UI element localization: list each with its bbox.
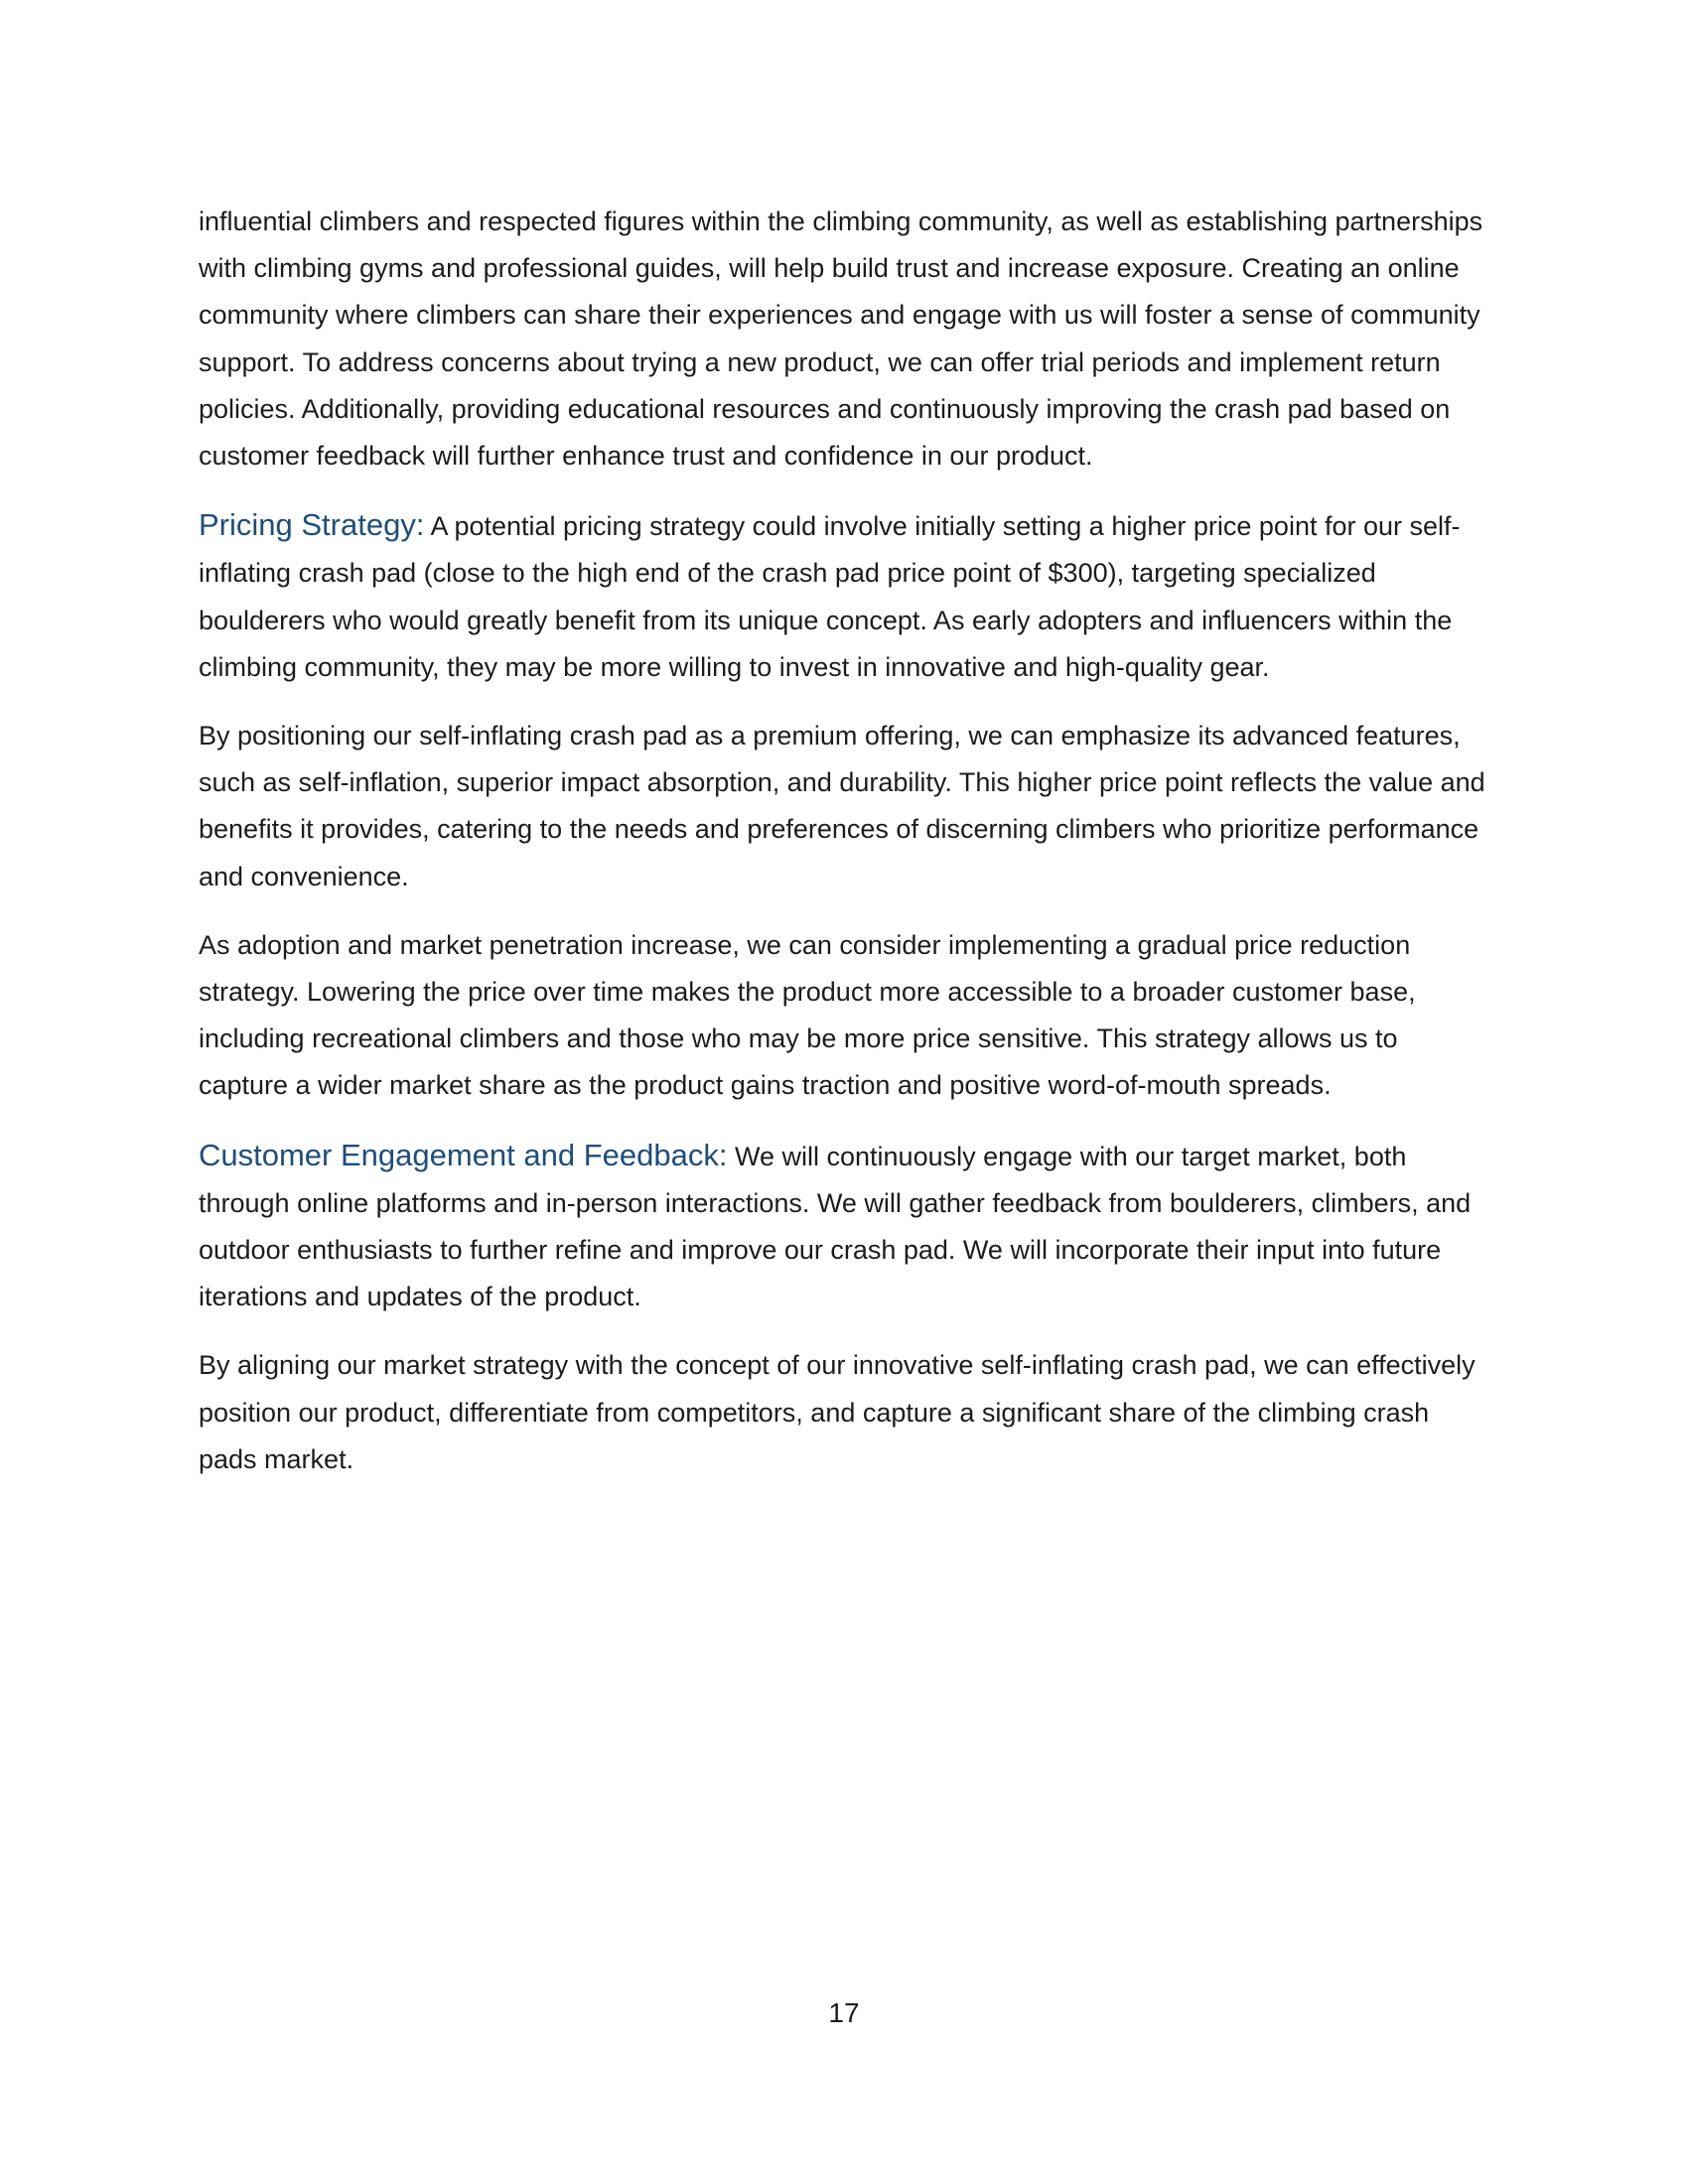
paragraph-text: A potential pricing strategy could involve initially setting a higher price point for our self-inflating crash pad (close to the high end of the crash pad price point of $300), targeting specialized boulderers who would greatly benefit from its unique concept. As early adopters and influencers within the climbing community, they may be more willing to invest in innovative and high-quality gear. <box>199 511 1461 682</box>
paragraph-premium-positioning <box>199 713 1489 900</box>
body-content <box>199 199 1489 1505</box>
paragraph-conclusion <box>199 1342 1489 1483</box>
section-heading-customer-engagement: Customer Engagement and Feedback: <box>199 1137 728 1172</box>
paragraph-text: influential climbers and respected figures within the climbing community, as well as establishing partnerships with climbing gyms and professional guides, will help build trust and increase exposure. Creating an online community where climbers can share their experiences and engage with us will foster a sense of community support. To address concerns about trying a new product, we can offer trial periods and implement return policies. Additionally, providing educational resources and continuously improving the crash pad based on customer feedback will further enhance trust and confidence in our product. <box>199 206 1483 472</box>
section-heading-pricing-strategy: Pricing Strategy: <box>199 507 425 543</box>
page-number: 17 <box>828 1997 860 2028</box>
paragraph-customer-engagement <box>199 1132 1489 1321</box>
paragraph-text: By aligning our market strategy with the concept of our innovative self-inflating crash pad, we can effectively position our product, differentiate from competitors, and capture a significant share of the climbing crash pads market. <box>199 1350 1476 1474</box>
paragraph-text: We will continuously engage with our target market, both through online platforms and in-person interactions. We will gather feedback from boulderers, climbers, and outdoor enthusiasts to further refine and improve our crash pad. We will incorporate their input into future iterations and updates of the product. <box>199 1141 1472 1312</box>
paragraph-community-trust <box>199 199 1489 479</box>
paragraph-price-reduction <box>199 922 1489 1110</box>
paragraph-pricing-strategy <box>199 501 1489 691</box>
paragraph-text: By positioning our self-inflating crash pad as a premium offering, we can emphasize its advanced features, such as self-inflation, superior impact absorption, and durability. This higher price point reflects the value and benefits it provides, catering to the needs and preferences of discerning climbers who prioritize performance and convenience. <box>199 721 1485 891</box>
paragraph-text: As adoption and market penetration increase, we can consider implementing a gradual price reduction strategy. Lowering the price over time makes the product more accessible to a broader customer base, including recreational climbers and those who may be more price sensitive. This strategy allows us to capture a wider market share as the product gains traction and positive word-of-mouth spreads. <box>199 929 1416 1101</box>
